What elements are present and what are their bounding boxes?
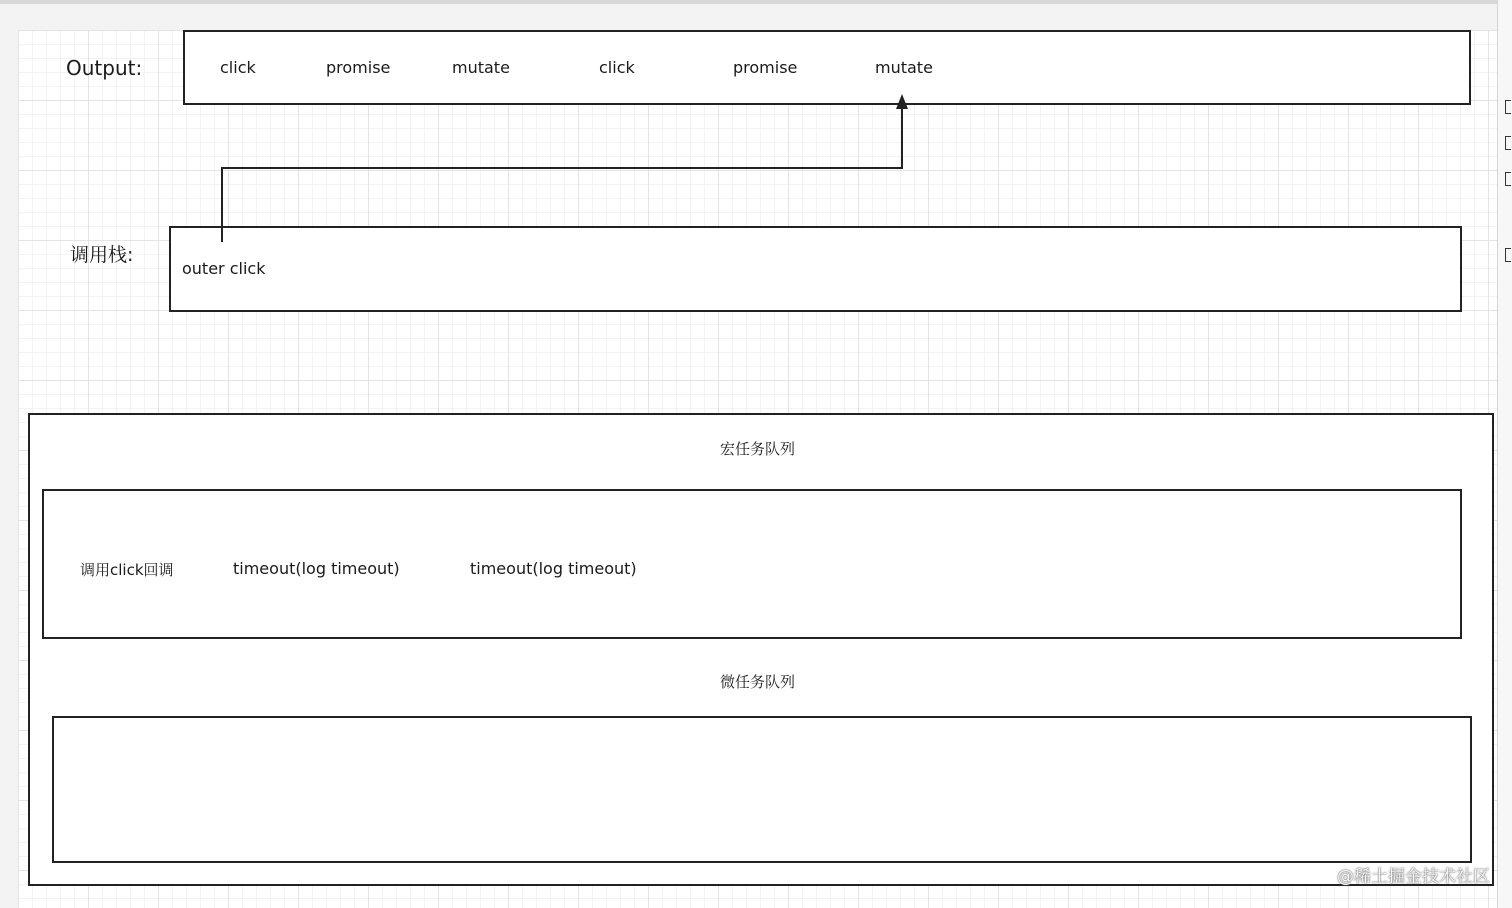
microtask-queue-title: 微任务队列 [720,673,796,691]
output-item: mutate [875,58,933,77]
macrotask-item: 调用click回调 [80,561,174,579]
call-stack-item: outer click [182,259,266,278]
call-stack-label: 调用栈: [70,244,134,266]
output-item: promise [326,58,391,77]
microtask-queue-box[interactable] [52,716,1472,863]
output-item: click [220,58,256,77]
watermark: @稀土掘金技术社区 [1337,867,1490,887]
output-item: click [599,58,635,77]
output-label: Output: [66,56,143,80]
macrotask-item: timeout(log timeout) [233,559,400,578]
macrotask-queue-title: 宏任务队列 [720,440,796,458]
macrotask-item: timeout(log timeout) [470,559,637,578]
output-item: promise [733,58,798,77]
output-item: mutate [452,58,510,77]
